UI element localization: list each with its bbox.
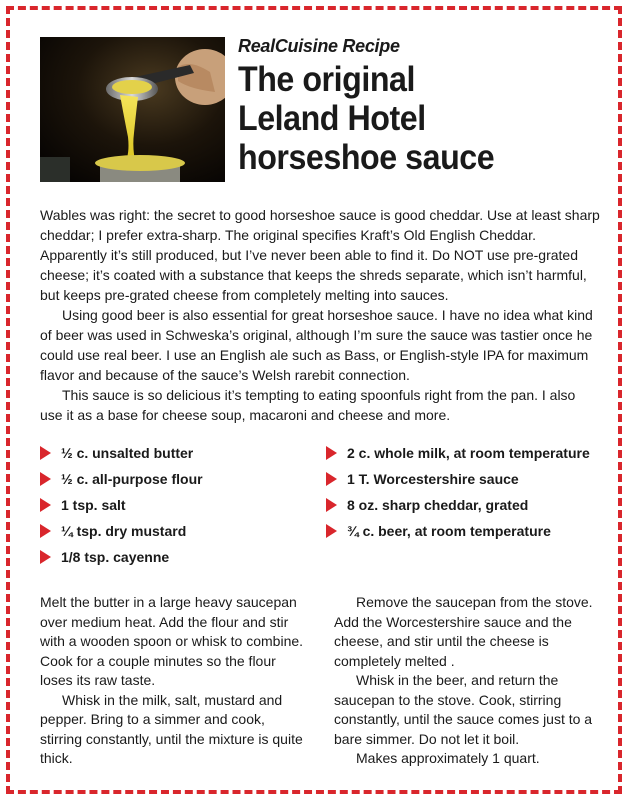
yield-note: Makes approximately 1 quart. — [356, 750, 540, 766]
ingredient-item: ½ c. unsalted butter — [40, 440, 203, 466]
triangle-bullet-icon — [40, 472, 51, 486]
recipe-kicker: RealCuisine Recipe — [238, 36, 400, 56]
directions-right — [334, 593, 604, 769]
ingredients-list-left — [40, 440, 203, 570]
ingredient-item: 1 tsp. salt — [40, 492, 203, 518]
triangle-bullet-icon — [40, 524, 51, 538]
intro-paragraph: Wables was right: the secret to good horseshoe sauce is good cheddar. Use at least sharp cheddar; I prefer extra-sharp. The original specifies Kraft’s Old English Cheddar. Apparently it’s still produced, but I’ve never been able to find it. Do NOT use pre-grated cheese; it’s coated with a substance that keeps the shreds separate, which isn’t harmful, but keeps pre-grated cheese from completely melting into sauces. — [40, 207, 600, 303]
direction-paragraph: Whisk in the milk, salt, mustard and pepper. Bring to a simmer and cook, stirring constantly, until the mixture is quite thick. — [40, 691, 303, 766]
direction-paragraph: Remove the saucepan from the stove. Add the Worcestershire sauce and the cheese, and stir until the cheese is completely melted . — [334, 594, 593, 669]
ingredient-item: 1/8 tsp. cayenne — [40, 544, 203, 570]
intro-paragraph: Using good beer is also essential for great horseshoe sauce. I have no idea what kind of beer was used in Schweska’s original, although I’m sure the sauce was tastier once he could use real beer. I use an English ale such as Bass, or English-style IPA for maximum flavor and because of the sauce’s Welsh rarebit connection. — [40, 307, 593, 383]
direction-paragraph: Melt the butter in a large heavy saucepan over medium heat. Add the flour and stir with a wooden spoon or whisk to combine. Cook for a couple minutes so the flour loses its raw taste. — [40, 594, 304, 688]
ingredients-list-right — [326, 440, 590, 544]
triangle-bullet-icon — [326, 524, 337, 538]
ingredient-item: 1 T. Worcestershire sauce — [326, 466, 590, 492]
ingredient-item: ½ c. all-purpose flour — [40, 466, 203, 492]
triangle-bullet-icon — [326, 472, 337, 486]
title-line: Leland Hotel — [238, 99, 426, 138]
triangle-bullet-icon — [326, 498, 337, 512]
triangle-bullet-icon — [326, 446, 337, 460]
recipe-title — [238, 60, 578, 177]
sauce-pouring-photo — [40, 37, 225, 182]
ingredient-item: 8 oz. sharp cheddar, grated — [326, 492, 590, 518]
intro-text — [40, 205, 600, 425]
ingredient-item: 2 c. whole milk, at room temperature — [326, 440, 590, 466]
triangle-bullet-icon — [40, 446, 51, 460]
title-line: horseshoe sauce — [238, 138, 495, 177]
triangle-bullet-icon — [40, 550, 51, 564]
directions-left — [40, 593, 310, 769]
intro-paragraph: This sauce is so delicious it’s tempting to eating spoonfuls right from the pan. I also use it as a base for cheese soup, macaroni and cheese and more. — [40, 387, 576, 423]
direction-paragraph: Whisk in the beer, and return the saucepan to the stove. Cook, stirring constantly, until the sauce comes just to a bare simmer. Do not let it boil. — [334, 672, 593, 747]
triangle-bullet-icon — [40, 498, 51, 512]
ingredient-item: ¾ c. beer, at room temperature — [326, 518, 590, 544]
title-line: The original — [238, 60, 415, 99]
ingredient-item: ¼ tsp. dry mustard — [40, 518, 203, 544]
